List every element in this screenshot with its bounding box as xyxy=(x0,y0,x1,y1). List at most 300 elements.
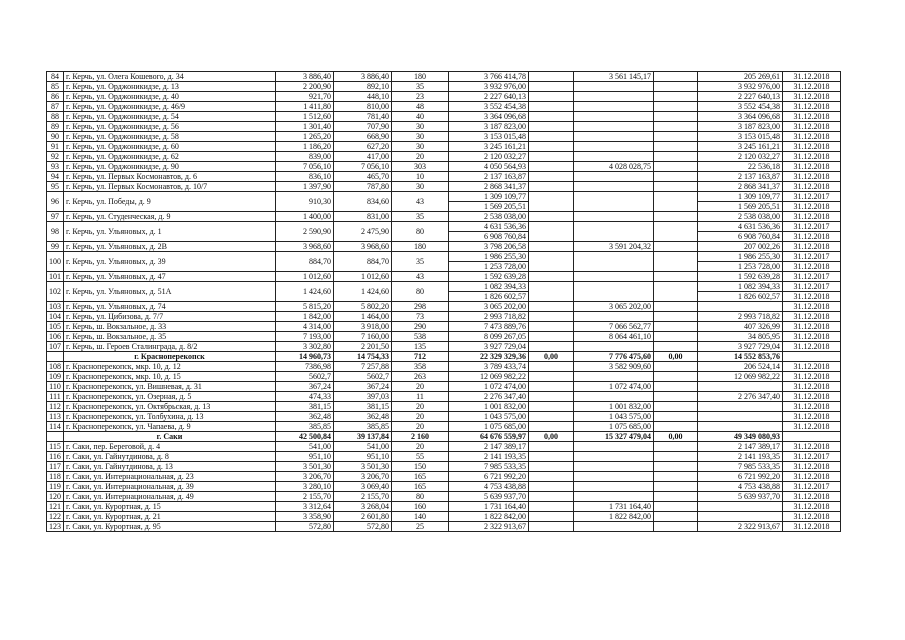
other-fund-cell xyxy=(654,382,698,392)
owners-fund-cell xyxy=(698,402,783,412)
owners-fund-cell: 1 309 109,77 xyxy=(698,192,783,202)
total-area-cell: 836,10 xyxy=(276,172,334,182)
table-row xyxy=(47,102,841,112)
owners-fund-cell xyxy=(698,412,783,422)
owners-fund-cell: 2 141 193,35 xyxy=(698,452,783,462)
deadline-cell: 31.12.2018 xyxy=(783,312,841,322)
fund-cell xyxy=(529,182,574,192)
owners-fund-cell: 3 153 015,48 xyxy=(698,132,783,142)
cost-total-cell: 1 043 575,00 xyxy=(449,412,529,422)
table-row xyxy=(47,482,841,492)
table-row xyxy=(47,402,841,412)
living-area-cell: 2 201,50 xyxy=(334,342,392,352)
cost-total-cell: 12 069 982,22 xyxy=(449,372,529,382)
total-area-cell: 1 842,00 xyxy=(276,312,334,322)
table-row xyxy=(47,452,841,462)
other-fund-cell xyxy=(654,312,698,322)
other-fund-cell xyxy=(654,122,698,132)
total-area-cell: 3 302,80 xyxy=(276,342,334,352)
budget-cell xyxy=(574,212,654,222)
table-row xyxy=(47,332,841,342)
address-cell: г. Керчь, ул. Цибизова, д. 7/7 xyxy=(64,312,276,322)
total-area-cell: 3 501,30 xyxy=(276,462,334,472)
other-fund-cell xyxy=(654,412,698,422)
total-area-cell: 385,85 xyxy=(276,422,334,432)
deadline-cell: 31.12.2018 xyxy=(783,322,841,332)
fund-cell xyxy=(529,282,574,302)
other-fund-cell xyxy=(654,492,698,502)
address-cell: г. Красноперекопск, мкр. 10, д. 15 xyxy=(64,372,276,382)
other-fund-cell xyxy=(654,482,698,492)
living-area-cell: 7 257,88 xyxy=(334,362,392,372)
cost-total-cell: 2 538 038,00 xyxy=(449,212,529,222)
cost-total-cell: 3 065 202,00 xyxy=(449,302,529,312)
total-area-cell: 5 815,20 xyxy=(276,302,334,312)
budget-cell xyxy=(574,282,654,302)
cost-total-cell: 1 986 255,30 xyxy=(449,252,529,262)
living-area-cell: 2 155,70 xyxy=(334,492,392,502)
living-area-cell: 367,24 xyxy=(334,382,392,392)
residents-cell: 290 xyxy=(392,322,449,332)
residents-cell: 35 xyxy=(392,212,449,222)
address-cell: г. Саки, ул. Курортная, д. 95 xyxy=(64,522,276,532)
living-area-cell: 787,80 xyxy=(334,182,392,192)
other-fund-cell xyxy=(654,132,698,142)
owners-fund-cell: 49 349 080,93 xyxy=(698,432,783,442)
table-row xyxy=(47,122,841,132)
budget-cell: 7 776 475,60 xyxy=(574,352,654,362)
fund-cell xyxy=(529,312,574,322)
budget-cell xyxy=(574,312,654,322)
budget-cell: 15 327 479,04 xyxy=(574,432,654,442)
living-area-cell: 572,80 xyxy=(334,522,392,532)
residents-cell: 80 xyxy=(392,222,449,242)
other-fund-cell xyxy=(654,212,698,222)
budget-cell: 1 075 685,00 xyxy=(574,422,654,432)
row-number-cell: 87 xyxy=(47,102,64,112)
other-fund-cell xyxy=(654,82,698,92)
residents-cell: 180 xyxy=(392,72,449,82)
table-row xyxy=(47,502,841,512)
other-fund-cell xyxy=(654,162,698,172)
address-cell: г. Красноперекопск, ул. Чапаева, д. 9 xyxy=(64,422,276,432)
residents-cell: 25 xyxy=(392,522,449,532)
living-area-cell: 2 601,80 xyxy=(334,512,392,522)
other-fund-cell xyxy=(654,192,698,212)
total-area-cell: 7 056,10 xyxy=(276,162,334,172)
fund-cell xyxy=(529,382,574,392)
table-row xyxy=(47,142,841,152)
living-area-cell: 362,48 xyxy=(334,412,392,422)
address-cell: г. Красноперекопск, мкр. 10, д. 12 xyxy=(64,362,276,372)
total-area-cell: 3 968,60 xyxy=(276,242,334,252)
cost-total-cell: 7 985 533,35 xyxy=(449,462,529,472)
budget-cell: 4 028 028,75 xyxy=(574,162,654,172)
living-area-cell: 3 206,70 xyxy=(334,472,392,482)
deadline-cell: 31.12.2017 xyxy=(783,482,841,492)
fund-cell xyxy=(529,92,574,102)
budget-cell xyxy=(574,132,654,142)
table-row xyxy=(47,162,841,172)
budget-cell xyxy=(574,372,654,382)
living-area-cell: 541,00 xyxy=(334,442,392,452)
cost-total-cell: 1 253 728,00 xyxy=(449,262,529,272)
table-row xyxy=(47,302,841,312)
other-fund-cell xyxy=(654,282,698,302)
address-cell: г. Керчь, ул. Орджоникидзе, д. 58 xyxy=(64,132,276,142)
residents-cell: 30 xyxy=(392,132,449,142)
deadline-cell: 31.12.2017 xyxy=(783,252,841,262)
fund-cell xyxy=(529,142,574,152)
owners-fund-cell: 1 569 205,51 xyxy=(698,202,783,212)
table-row xyxy=(47,492,841,502)
residents-cell: 180 xyxy=(392,242,449,252)
other-fund-cell xyxy=(654,442,698,452)
row-number-cell: 117 xyxy=(47,462,64,472)
fund-cell xyxy=(529,442,574,452)
other-fund-cell xyxy=(654,512,698,522)
fund-cell xyxy=(529,132,574,142)
living-area-cell: 810,00 xyxy=(334,102,392,112)
address-cell: г. Керчь, ул. Ульяновых, д. 39 xyxy=(64,252,276,272)
other-fund-cell xyxy=(654,112,698,122)
residents-cell: 20 xyxy=(392,422,449,432)
deadline-cell: 31.12.2018 xyxy=(783,102,841,112)
cost-total-cell: 6 908 760,84 xyxy=(449,232,529,242)
fund-cell xyxy=(529,372,574,382)
address-cell: г. Саки, ул. Интернациональная, д. 49 xyxy=(64,492,276,502)
table-row xyxy=(47,282,841,292)
total-area-cell: 3 312,64 xyxy=(276,502,334,512)
fund-cell xyxy=(529,272,574,282)
cost-total-cell: 64 676 559,97 xyxy=(449,432,529,442)
cost-total-cell: 3 364 096,68 xyxy=(449,112,529,122)
owners-fund-cell: 1 082 394,33 xyxy=(698,282,783,292)
total-area-cell: 3 206,70 xyxy=(276,472,334,482)
budget-cell xyxy=(574,222,654,242)
owners-fund-cell: 2 322 913,67 xyxy=(698,522,783,532)
deadline-cell: 31.12.2018 xyxy=(783,502,841,512)
total-area-cell: 3 358,90 xyxy=(276,512,334,522)
budget-cell xyxy=(574,92,654,102)
deadline-cell: 31.12.2018 xyxy=(783,522,841,532)
residents-cell: 11 xyxy=(392,392,449,402)
address-cell: г. Керчь, ул. Ульяновых, д. 47 xyxy=(64,272,276,282)
residents-cell: 20 xyxy=(392,382,449,392)
total-area-cell: 5602,7 xyxy=(276,372,334,382)
residents-cell: 712 xyxy=(392,352,449,362)
deadline-cell: 31.12.2018 xyxy=(783,412,841,422)
deadline-cell: 31.12.2018 xyxy=(783,302,841,312)
deadline-cell: 31.12.2018 xyxy=(783,182,841,192)
fund-cell xyxy=(529,422,574,432)
total-area-cell: 4 314,00 xyxy=(276,322,334,332)
residents-cell: 20 xyxy=(392,442,449,452)
cost-total-cell: 3 245 161,21 xyxy=(449,142,529,152)
fund-cell xyxy=(529,72,574,82)
fund-cell: 0,00 xyxy=(529,432,574,442)
table-row xyxy=(47,392,841,402)
fund-cell xyxy=(529,322,574,332)
cost-total-cell: 3 766 414,78 xyxy=(449,72,529,82)
table-row xyxy=(47,382,841,392)
fund-cell xyxy=(529,222,574,242)
living-area-cell: 3 268,04 xyxy=(334,502,392,512)
budget-cell: 1 043 575,00 xyxy=(574,412,654,422)
owners-fund-cell: 2 120 032,27 xyxy=(698,152,783,162)
residents-cell: 55 xyxy=(392,452,449,462)
deadline-cell: 31.12.2018 xyxy=(783,212,841,222)
table-row xyxy=(47,422,841,432)
total-area-cell: 1 301,40 xyxy=(276,122,334,132)
deadline-cell: 31.12.2018 xyxy=(783,72,841,82)
subtotal-row xyxy=(47,432,841,442)
row-number-cell: 90 xyxy=(47,132,64,142)
cost-total-cell: 5 639 937,70 xyxy=(449,492,529,502)
row-number-cell: 93 xyxy=(47,162,64,172)
fund-cell xyxy=(529,252,574,272)
residents-cell: 80 xyxy=(392,282,449,302)
deadline-cell: 31.12.2018 xyxy=(783,342,841,352)
fund-cell xyxy=(529,192,574,212)
address-cell: г. Керчь, ул. Ульяновых, д. 74 xyxy=(64,302,276,312)
table-row xyxy=(47,342,841,352)
total-area-cell: 541,00 xyxy=(276,442,334,452)
fund-cell xyxy=(529,472,574,482)
other-fund-cell xyxy=(654,242,698,252)
address-cell: г. Керчь, ул. Ульяновых, д. 51А xyxy=(64,282,276,302)
owners-fund-cell: 22 536,18 xyxy=(698,162,783,172)
row-number-cell: 116 xyxy=(47,452,64,462)
row-number-cell: 111 xyxy=(47,392,64,402)
cost-total-cell: 2 141 193,35 xyxy=(449,452,529,462)
cost-total-cell: 2 137 163,87 xyxy=(449,172,529,182)
residents-cell: 160 xyxy=(392,502,449,512)
row-number-cell: 123 xyxy=(47,522,64,532)
row-number-cell xyxy=(47,352,64,362)
living-area-cell: 627,20 xyxy=(334,142,392,152)
cost-total-cell: 1 082 394,33 xyxy=(449,282,529,292)
budget-cell xyxy=(574,252,654,272)
residents-cell: 30 xyxy=(392,182,449,192)
fund-cell xyxy=(529,82,574,92)
deadline-cell: 31.12.2018 xyxy=(783,112,841,122)
row-number-cell: 121 xyxy=(47,502,64,512)
cost-total-cell: 1 309 109,77 xyxy=(449,192,529,202)
residents-cell: 298 xyxy=(392,302,449,312)
deadline-cell: 31.12.2018 xyxy=(783,382,841,392)
living-area-cell: 14 754,33 xyxy=(334,352,392,362)
owners-fund-cell xyxy=(698,422,783,432)
total-area-cell: 1 186,20 xyxy=(276,142,334,152)
cost-total-cell: 3 927 729,04 xyxy=(449,342,529,352)
total-area-cell: 367,24 xyxy=(276,382,334,392)
row-number-cell: 115 xyxy=(47,442,64,452)
residents-cell: 2 160 xyxy=(392,432,449,442)
table-row xyxy=(47,242,841,252)
fund-cell xyxy=(529,522,574,532)
other-fund-cell xyxy=(654,142,698,152)
cost-total-cell: 2 227 640,13 xyxy=(449,92,529,102)
row-number-cell: 92 xyxy=(47,152,64,162)
address-cell: г. Керчь, ул. Победы, д. 9 xyxy=(64,192,276,212)
row-number-cell: 101 xyxy=(47,272,64,282)
cost-total-cell: 6 721 992,20 xyxy=(449,472,529,482)
cost-total-cell: 1 001 832,00 xyxy=(449,402,529,412)
deadline-cell: 31.12.2018 xyxy=(783,132,841,142)
table-row xyxy=(47,322,841,332)
other-fund-cell xyxy=(654,472,698,482)
cost-total-cell: 3 153 015,48 xyxy=(449,132,529,142)
living-area-cell: 834,60 xyxy=(334,192,392,212)
fund-cell xyxy=(529,452,574,462)
residents-cell: 358 xyxy=(392,362,449,372)
other-fund-cell: 0,00 xyxy=(654,352,698,362)
residents-cell: 80 xyxy=(392,492,449,502)
owners-fund-cell: 3 245 161,21 xyxy=(698,142,783,152)
address-cell: г. Керчь, ул. Олега Кошевого, д. 34 xyxy=(64,72,276,82)
owners-fund-cell: 6 908 760,84 xyxy=(698,232,783,242)
row-number-cell: 84 xyxy=(47,72,64,82)
residents-cell: 48 xyxy=(392,102,449,112)
residents-cell: 43 xyxy=(392,272,449,282)
other-fund-cell xyxy=(654,272,698,282)
table-row xyxy=(47,372,841,382)
cost-total-cell: 3 798 206,58 xyxy=(449,242,529,252)
other-fund-cell xyxy=(654,72,698,82)
address-cell: г. Саки, ул. Курортная, д. 21 xyxy=(64,512,276,522)
other-fund-cell xyxy=(654,152,698,162)
owners-fund-cell: 207 002,26 xyxy=(698,242,783,252)
deadline-cell: 31.12.2018 xyxy=(783,442,841,452)
living-area-cell: 668,90 xyxy=(334,132,392,142)
total-area-cell: 1 397,90 xyxy=(276,182,334,192)
residents-cell: 35 xyxy=(392,82,449,92)
deadline-cell: 31.12.2017 xyxy=(783,222,841,232)
cost-total-cell: 1 731 164,40 xyxy=(449,502,529,512)
other-fund-cell xyxy=(654,252,698,272)
budget-cell xyxy=(574,522,654,532)
owners-fund-cell: 1 253 728,00 xyxy=(698,262,783,272)
table-row xyxy=(47,252,841,262)
other-fund-cell xyxy=(654,342,698,352)
owners-fund-cell: 4 631 536,36 xyxy=(698,222,783,232)
other-fund-cell xyxy=(654,462,698,472)
cost-total-cell: 7 473 889,76 xyxy=(449,322,529,332)
total-area-cell: 3 886,40 xyxy=(276,72,334,82)
cost-total-cell: 22 329 329,36 xyxy=(449,352,529,362)
budget-cell: 7 066 562,77 xyxy=(574,322,654,332)
total-area-cell: 2 155,70 xyxy=(276,492,334,502)
other-fund-cell xyxy=(654,322,698,332)
fund-cell xyxy=(529,362,574,372)
deadline-cell: 31.12.2018 xyxy=(783,392,841,402)
row-number-cell: 102 xyxy=(47,282,64,302)
cost-total-cell: 1 569 205,51 xyxy=(449,202,529,212)
budget-cell xyxy=(574,182,654,192)
residents-cell: 20 xyxy=(392,412,449,422)
owners-fund-cell: 2 993 718,82 xyxy=(698,312,783,322)
row-number-cell: 98 xyxy=(47,222,64,242)
fund-cell xyxy=(529,172,574,182)
living-area-cell: 951,10 xyxy=(334,452,392,462)
owners-fund-cell: 5 639 937,70 xyxy=(698,492,783,502)
budget-cell: 1 001 832,00 xyxy=(574,402,654,412)
other-fund-cell xyxy=(654,402,698,412)
table-row xyxy=(47,72,841,82)
fund-cell xyxy=(529,492,574,502)
row-number-cell: 118 xyxy=(47,472,64,482)
living-area-cell: 3 886,40 xyxy=(334,72,392,82)
budget-cell: 3 065 202,00 xyxy=(574,302,654,312)
address-cell: г. Саки, пер. Береговой, д. 4 xyxy=(64,442,276,452)
address-cell: г. Керчь, ул. Орджоникидзе, д. 60 xyxy=(64,142,276,152)
deadline-cell xyxy=(783,352,841,362)
address-cell: г. Керчь, ул. Ульяновых, д. 1 xyxy=(64,222,276,242)
fund-cell xyxy=(529,332,574,342)
owners-fund-cell: 2 538 038,00 xyxy=(698,212,783,222)
living-area-cell: 397,03 xyxy=(334,392,392,402)
table-row xyxy=(47,472,841,482)
owners-fund-cell: 3 552 454,38 xyxy=(698,102,783,112)
subtotal-row xyxy=(47,352,841,362)
owners-fund-cell: 7 985 533,35 xyxy=(698,462,783,472)
living-area-cell: 707,90 xyxy=(334,122,392,132)
cost-total-cell: 4 753 438,88 xyxy=(449,482,529,492)
residents-cell: 140 xyxy=(392,512,449,522)
address-cell: г. Керчь, ул. Орджоникидзе, д. 40 xyxy=(64,92,276,102)
row-number-cell: 105 xyxy=(47,322,64,332)
total-area-cell: 381,15 xyxy=(276,402,334,412)
total-area-cell: 3 280,10 xyxy=(276,482,334,492)
budget-cell xyxy=(574,272,654,282)
cost-total-cell: 2 868 341,37 xyxy=(449,182,529,192)
row-number-cell: 108 xyxy=(47,362,64,372)
deadline-cell: 31.12.2018 xyxy=(783,262,841,272)
other-fund-cell: 0,00 xyxy=(654,432,698,442)
budget-cell xyxy=(574,192,654,212)
cost-total-cell: 8 099 267,05 xyxy=(449,332,529,342)
other-fund-cell xyxy=(654,502,698,512)
deadline-cell: 31.12.2018 xyxy=(783,202,841,212)
table-row xyxy=(47,152,841,162)
row-number-cell: 120 xyxy=(47,492,64,502)
address-cell: г. Керчь, ул. Первых Космонавтов, д. 10/7 xyxy=(64,182,276,192)
total-area-cell: 1 424,60 xyxy=(276,282,334,302)
address-cell: г. Керчь, ш. Вокзальное, д. 35 xyxy=(64,332,276,342)
budget-cell xyxy=(574,172,654,182)
living-area-cell: 465,70 xyxy=(334,172,392,182)
budget-cell: 1 731 164,40 xyxy=(574,502,654,512)
fund-cell xyxy=(529,512,574,522)
table-row xyxy=(47,112,841,122)
owners-fund-cell xyxy=(698,502,783,512)
budget-cell: 8 064 461,10 xyxy=(574,332,654,342)
fund-cell xyxy=(529,482,574,492)
address-cell: г. Керчь, ш. Вокзальное, д. 33 xyxy=(64,322,276,332)
owners-fund-cell: 2 227 640,13 xyxy=(698,92,783,102)
address-cell: г. Красноперекопск, ул. Толбухина, д. 13 xyxy=(64,412,276,422)
residents-cell: 135 xyxy=(392,342,449,352)
row-number-cell: 95 xyxy=(47,182,64,192)
table-row xyxy=(47,212,841,222)
row-number-cell: 113 xyxy=(47,412,64,422)
fund-cell xyxy=(529,242,574,252)
row-number-cell: 103 xyxy=(47,302,64,312)
living-area-cell: 5 802,20 xyxy=(334,302,392,312)
budget-cell: 3 561 145,17 xyxy=(574,72,654,82)
owners-fund-cell: 34 805,95 xyxy=(698,332,783,342)
